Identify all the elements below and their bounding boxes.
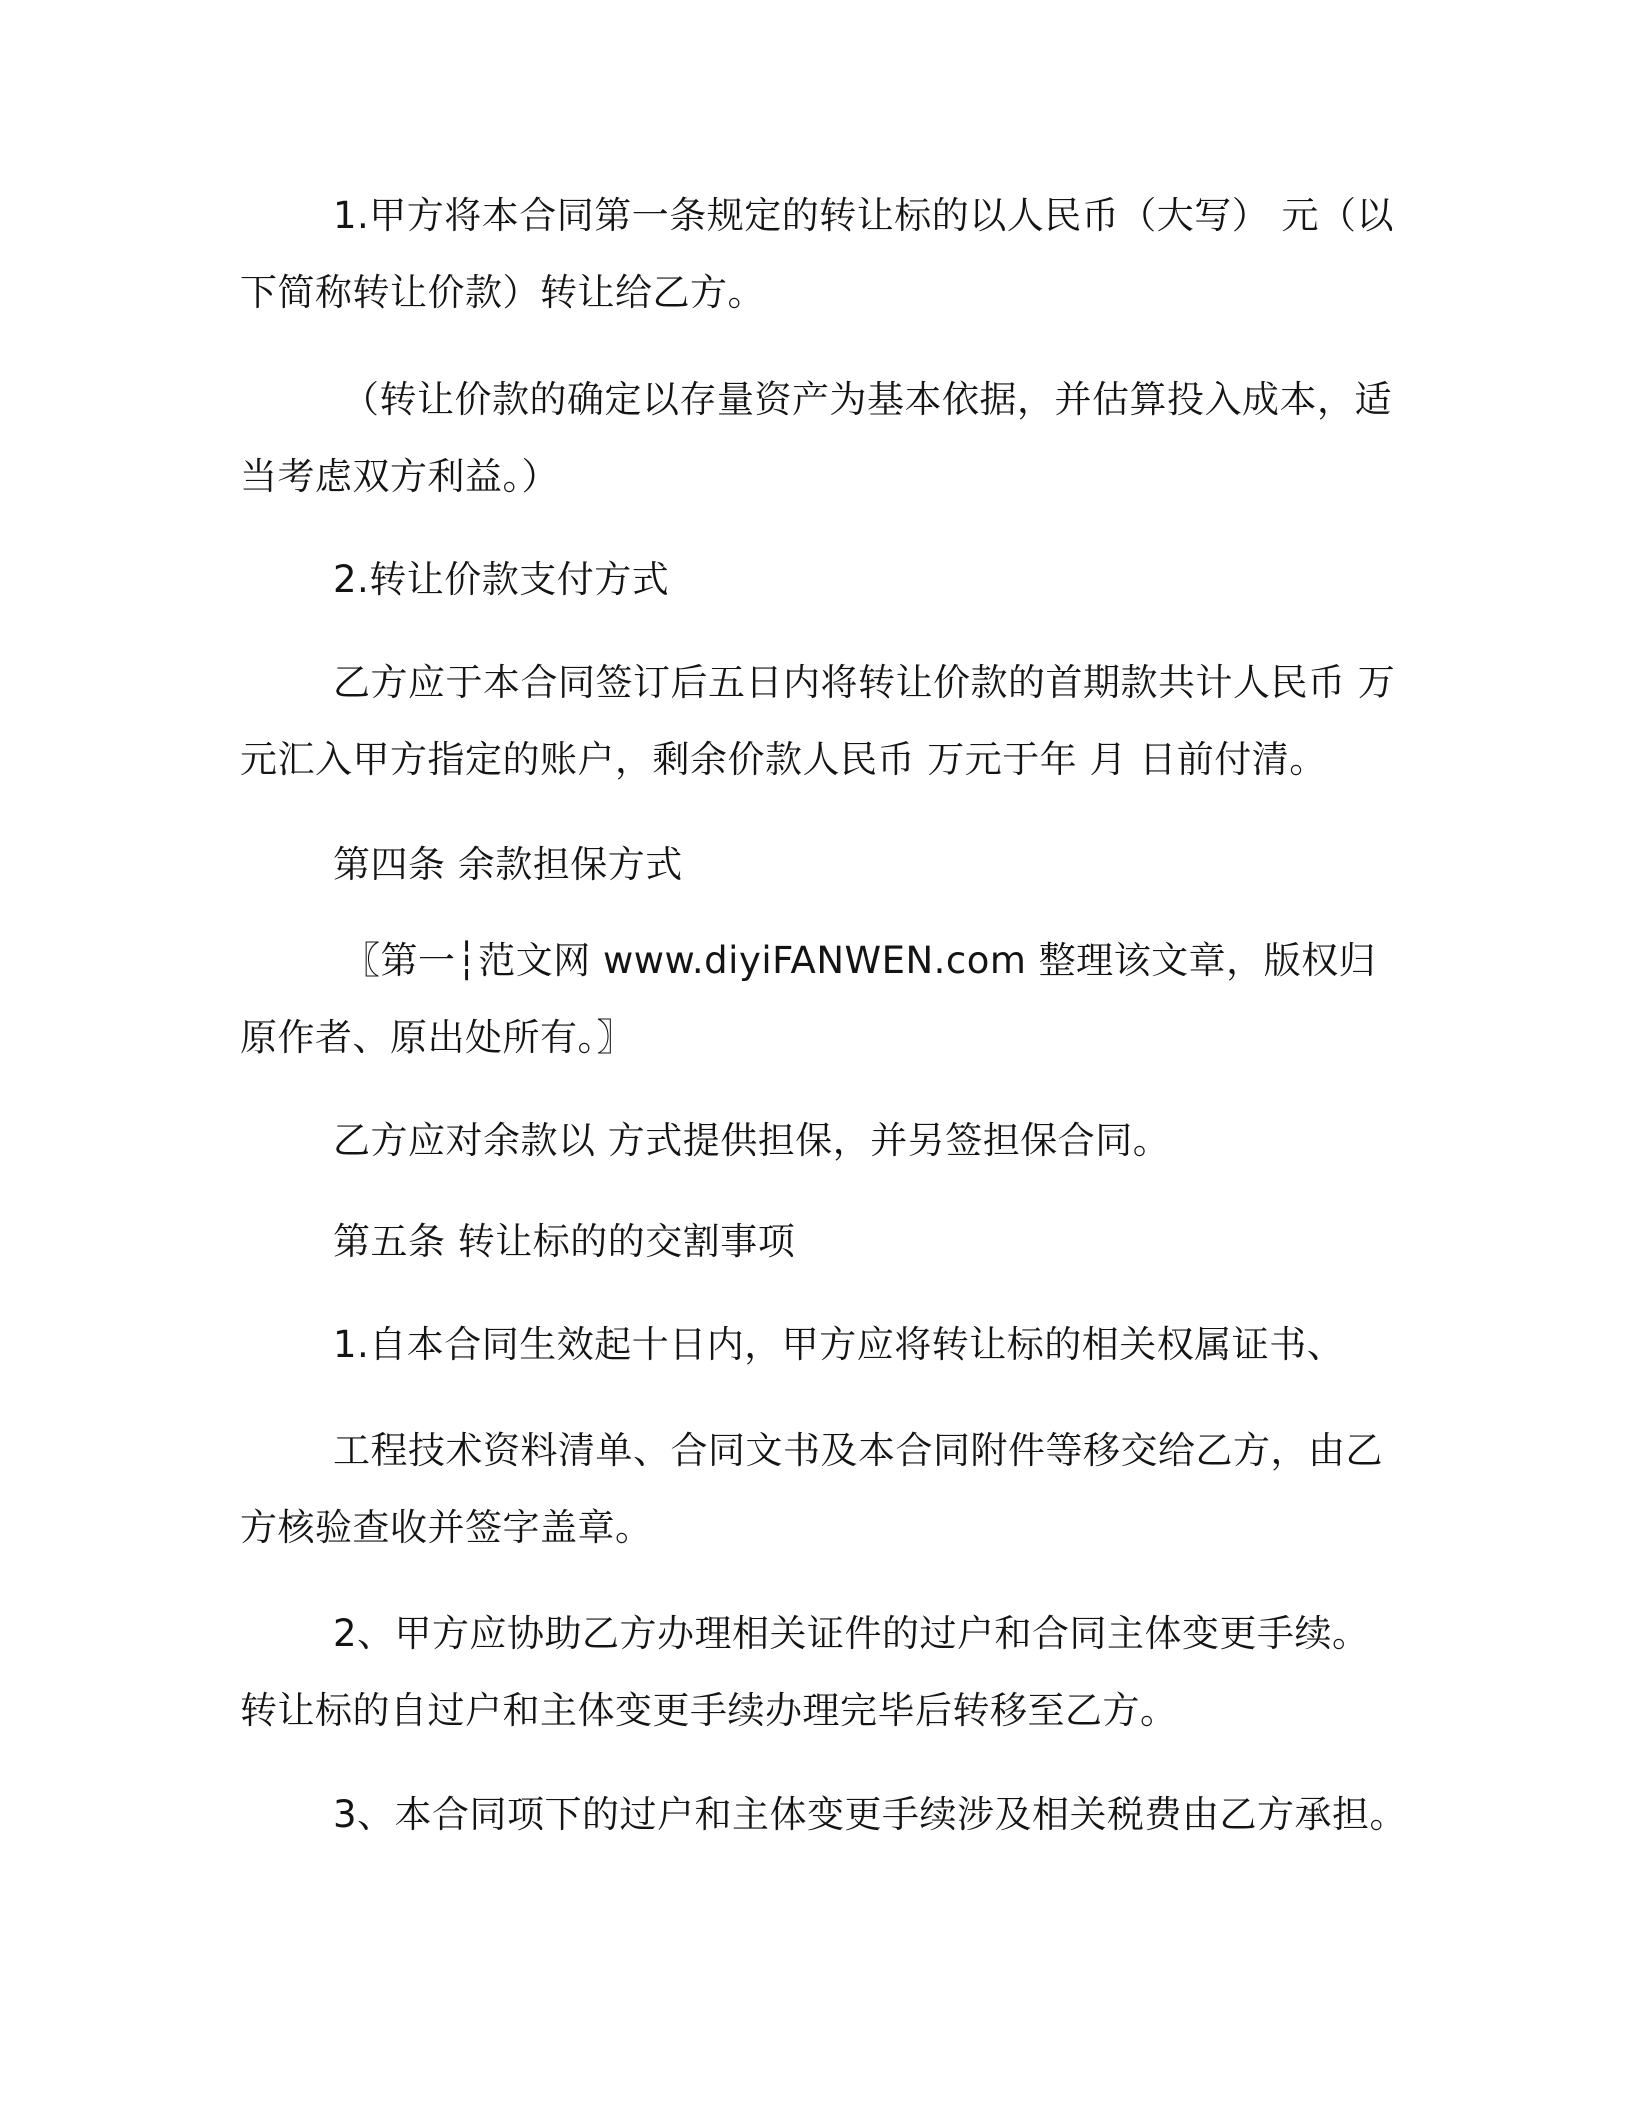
paragraph-6-line-1: 〖第一┆范文网 www.diyiFANWEN.com 整理该文章，版权归: [343, 939, 1377, 982]
paragraph-10-line-2: 方核验查收并签字盖章。: [240, 1506, 653, 1549]
paragraph-3-line-1: 2.转让价款支付方式: [333, 558, 670, 601]
paragraph-4-line-2: 元汇入甲方指定的账户，剩余价款人民币 万元于年 月 日前付清。: [240, 738, 1327, 781]
paragraph-2-line-1: （转让价款的确定以存量资产为基本依据，并估算投入成本，适: [342, 378, 1392, 421]
paragraph-1-line-2: 下简称转让价款）转让给乙方。: [240, 271, 765, 314]
paragraph-4-line-1: 乙方应于本合同签订后五日内将转让价款的首期款共计人民币 万: [333, 661, 1396, 704]
paragraph-1-line-1: 1.甲方将本合同第一条规定的转让标的以人民币（大写） 元（以: [333, 194, 1395, 237]
paragraph-6-line-2: 原作者、原出处所有。〗: [240, 1016, 634, 1059]
paragraph-2-line-2: 当考虑双方利益。）: [240, 455, 559, 498]
section-5-heading: 第五条 转让标的的交割事项: [333, 1220, 796, 1263]
paragraph-11-line-1: 2、甲方应协助乙方办理相关证件的过户和合同主体变更手续。: [333, 1612, 1370, 1655]
paragraph-9-line-1: 1.自本合同生效起十日内，甲方应将转让标的相关权属证书、: [333, 1323, 1345, 1366]
paragraph-11-line-2: 转让标的自过户和主体变更手续办理完毕后转移至乙方。: [240, 1689, 1178, 1732]
paragraph-10-line-1: 工程技术资料清单、合同文书及本合同附件等移交给乙方，由乙: [333, 1429, 1383, 1472]
paragraph-7-line-1: 乙方应对余款以 方式提供担保，并另签担保合同。: [333, 1119, 1171, 1162]
paragraph-12-line-1: 3、本合同项下的过户和主体变更手续涉及相关税费由乙方承担。: [333, 1793, 1408, 1836]
section-4-heading: 第四条 余款担保方式: [333, 843, 683, 886]
